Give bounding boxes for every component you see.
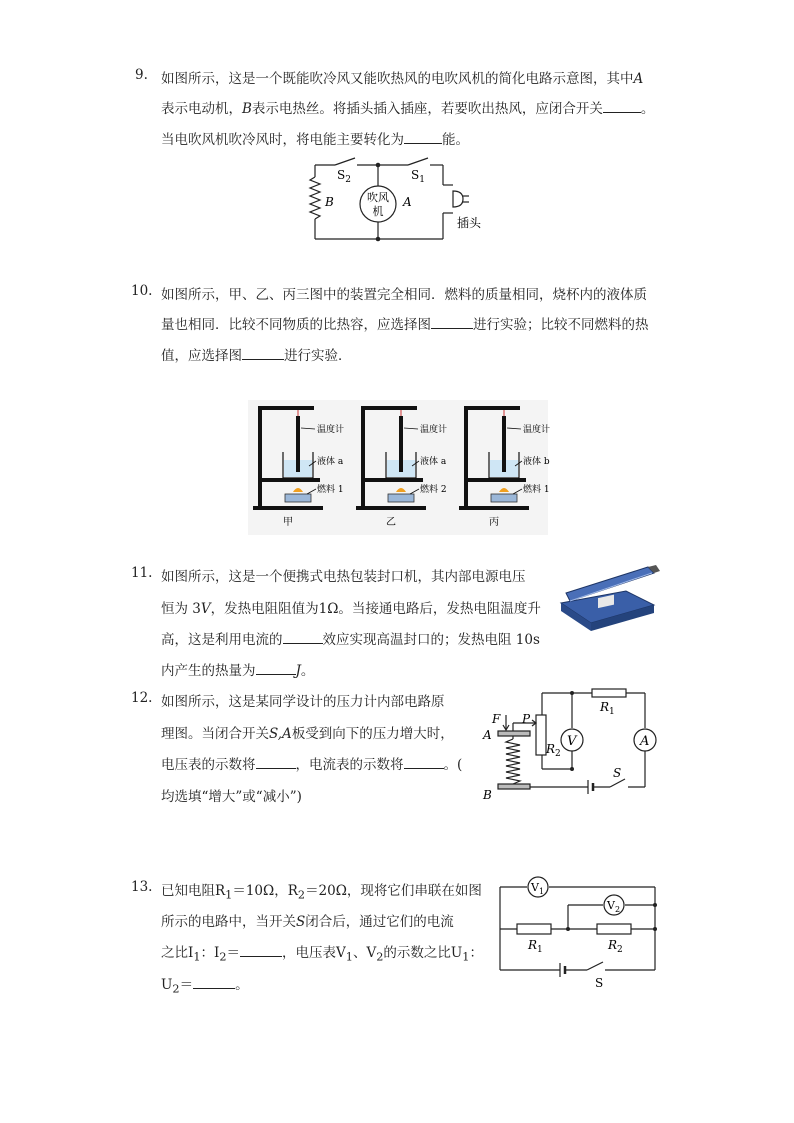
panel-label: 丙 xyxy=(489,517,499,528)
panel-label: 甲 xyxy=(283,517,293,528)
question-text-line: 内产生的热量为 J。 xyxy=(161,659,314,679)
fuel-label: 燃料 2 xyxy=(420,485,447,495)
plate-label-b: B xyxy=(483,788,492,802)
thermometer-label: 温度计 xyxy=(523,425,551,435)
motor-text: 吹风 xyxy=(367,191,389,204)
question-text-line: 如图所示，这是某同学设计的压力计内部电路原 xyxy=(161,694,445,710)
question-text-line: 所示的电路中，当开关S闭合后，通过它们的电流 xyxy=(161,914,454,930)
resistor-label-b: B xyxy=(325,195,334,209)
resistor-label-r1: $R_1$ xyxy=(528,938,543,955)
resistor-label-r2: $R_2$ xyxy=(608,938,623,955)
resistor-label-r1: $R_1$ xyxy=(600,700,615,717)
question-text-line: 之比$I_1$：$I_2=$ ，电压表$V_1$、$V_2$的示数之比$U_1$： xyxy=(161,941,483,964)
question-number: 10. xyxy=(131,283,153,299)
question-text-line: 已知电阻$R_1=10\Omega$，$R_2=20\Omega$，现将它们串联在如图 xyxy=(161,883,482,902)
question-text-line: 如图所示，这是一个既能吹冷风又能吹热风的电吹风机的简化电路示意图，其中A xyxy=(161,71,644,87)
question-number: 13. xyxy=(131,879,153,895)
force-label: F xyxy=(492,712,501,726)
question-text-line: 当电吹风机吹冷风时，将电能主要转化为 能。 xyxy=(161,128,469,148)
series-circuit-diagram xyxy=(495,875,665,990)
answer-blank[interactable] xyxy=(283,629,323,644)
motor-label-a: A xyxy=(403,195,412,209)
question-text-line: $U_2=$ 。 xyxy=(161,973,249,996)
question-text-line: 恒为 3V，发热电阻阻值为1Ω。当接通电路后，发热电阻温度升 xyxy=(161,601,541,617)
thermometer-label: 温度计 xyxy=(420,425,448,435)
question-number: 12. xyxy=(131,690,153,706)
question-text-line: 值，应选择图 进行实验． xyxy=(161,344,352,364)
answer-blank[interactable] xyxy=(256,660,296,675)
voltmeter-v2-label: $V_2$ xyxy=(607,899,621,914)
thermometer-label: 温度计 xyxy=(317,425,345,435)
question-text-line: 如图所示，这是一个便携式电热包装封口机，其内部电源电压 xyxy=(161,569,526,585)
answer-blank[interactable] xyxy=(603,98,641,113)
question-text-line: 均选填“增大”或“减小”) xyxy=(161,789,302,805)
ammeter-label: A xyxy=(640,734,650,749)
question-number: 9. xyxy=(135,67,148,83)
liquid-label: 液体 a xyxy=(317,457,344,467)
fuel-label: 燃料 1 xyxy=(523,485,550,495)
answer-blank[interactable] xyxy=(240,942,282,957)
switch-label-s2: $S_2$ xyxy=(337,168,351,185)
panel-label: 乙 xyxy=(386,517,396,528)
question-text-line: 高，这是利用电流的 效应实现高温封口的；发热电阻 10s xyxy=(161,628,540,648)
question-text-line: 理图。当闭合开关S,A板受到向下的压力增大时， xyxy=(161,726,454,742)
switch-label: S xyxy=(613,766,622,780)
answer-blank[interactable] xyxy=(404,754,444,769)
question-text-line: 如图所示，甲、乙、丙三图中的装置完全相同．燃料的质量相同，烧杯内的液体质 xyxy=(161,287,647,303)
switch-label-s1: $S_1$ xyxy=(411,168,425,185)
answer-blank[interactable] xyxy=(193,974,235,989)
answer-blank[interactable] xyxy=(431,314,473,329)
motor-text: 机 xyxy=(372,205,384,218)
plug-label: 插头 xyxy=(457,216,482,230)
answer-blank[interactable] xyxy=(404,129,442,144)
voltmeter-v1-label: $V_1$ xyxy=(531,881,545,896)
liquid-label: 液体 a xyxy=(420,457,447,467)
resistor-label-r2: $R_2$ xyxy=(546,742,561,759)
question-text-line: 表示电动机，B表示电热丝。将插头插入插座，若要吹出热风，应闭合开关 。 xyxy=(161,97,654,117)
pressure-gauge-circuit-diagram xyxy=(480,685,670,805)
switch-label: S xyxy=(595,976,604,990)
question-text-line: 量也相同．比较不同物质的比热容，应选择图 进行实验；比较不同燃料的热 xyxy=(161,313,649,333)
question-number: 11. xyxy=(131,565,153,581)
hair-dryer-circuit-diagram xyxy=(305,155,505,245)
voltmeter-label: V xyxy=(567,734,577,749)
answer-blank[interactable] xyxy=(242,345,284,360)
fuel-label: 燃料 1 xyxy=(317,485,344,495)
plate-label-a: A xyxy=(483,728,492,742)
heat-sealer-image xyxy=(556,563,666,638)
liquid-label: 液体 b xyxy=(523,457,550,467)
fuel-heating-apparatus-diagram xyxy=(248,400,551,535)
answer-blank[interactable] xyxy=(256,754,296,769)
question-text-line: 电压表的示数将 ，电流表的示数将 。( xyxy=(161,753,462,773)
slider-label: P xyxy=(522,712,531,726)
